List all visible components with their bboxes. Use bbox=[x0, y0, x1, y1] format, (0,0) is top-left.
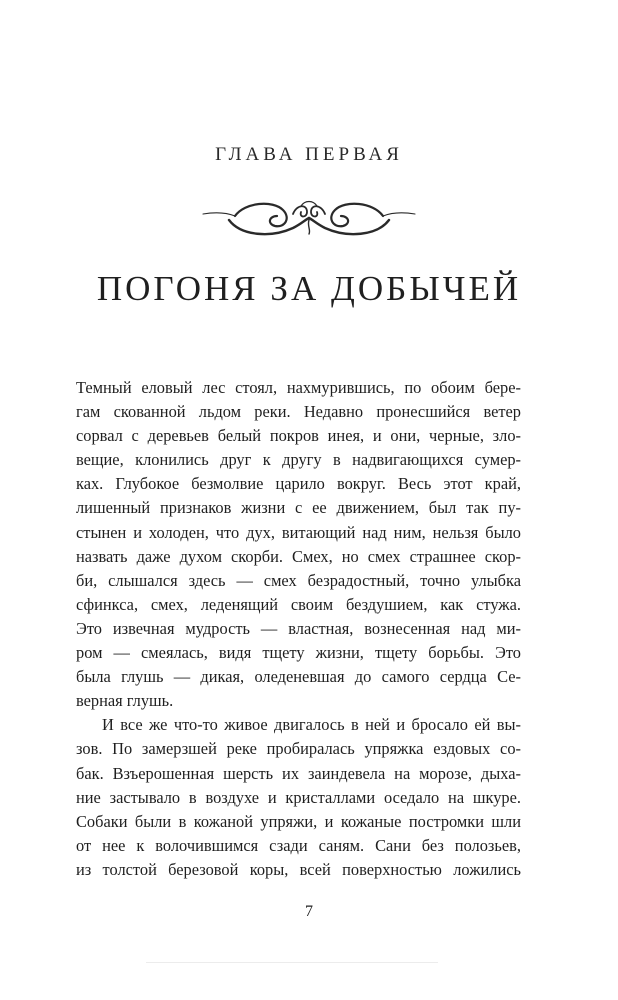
text-line: Темный еловый лес стоял, нахмурившись, по обоим бере- bbox=[76, 378, 521, 397]
text-line: Это извечная мудрость — властная, вознесенная над ми- bbox=[76, 618, 521, 638]
bottom-rule bbox=[146, 962, 438, 963]
text-line: от нее к волочившимся сзади саням. Сани без полозьев, bbox=[76, 835, 521, 855]
text-line: ние застывало в воздухе и кристаллами оседало на шкуре. bbox=[76, 787, 521, 807]
chapter-label: ГЛАВА ПЕРВАЯ bbox=[215, 144, 403, 165]
text-line: би, слышался здесь — смех безрадостный, точно улыбка bbox=[76, 570, 521, 590]
flourish-ornament-icon bbox=[201, 196, 417, 240]
text-line: вещие, клонились друг к другу в надвигающихся сумер- bbox=[76, 450, 521, 470]
paragraph-1 bbox=[76, 376, 521, 713]
chapter-title: ПОГОНЯ ЗА ДОБЫЧЕЙ bbox=[96, 269, 522, 308]
body-text bbox=[76, 376, 521, 882]
text-line: зов. По замерзшей реке пробиралась упряжка ездовых со- bbox=[76, 739, 521, 759]
paragraph-2 bbox=[76, 713, 521, 882]
text-line: гам скованной льдом реки. Недавно пронесшийся ветер bbox=[76, 402, 521, 422]
text-line: Собаки были в кожаной упряжи, и кожаные постромки шли bbox=[76, 811, 521, 831]
text-line: сорвал с деревьев белый покров инея, и они, черные, зло- bbox=[76, 426, 521, 446]
page-number: 7 bbox=[305, 903, 313, 920]
text-line: сфинкса, смех, леденящий своим бездушием, как стужа. bbox=[76, 594, 521, 614]
text-line: из толстой березовой коры, всей поверхностью ложились bbox=[76, 859, 521, 879]
text-line: бак. Взъерошенная шерсть их заиндевела на морозе, дыха- bbox=[76, 763, 521, 783]
text-line: ках. Глубокое безмолвие царило вокруг. Весь этот край, bbox=[76, 474, 521, 494]
text-line: была глушь — дикая, оледеневшая до самого сердца Се- bbox=[76, 667, 521, 687]
text-line: И все же что-то живое двигалось в ней и бросало ей вы- bbox=[102, 715, 521, 735]
text-line: лишенный признаков жизни с ее движением, был так пу- bbox=[76, 498, 521, 518]
text-line: стынен и холоден, что дух, витающий над ним, нельзя было bbox=[76, 522, 521, 542]
text-line: назвать даже духом скорби. Смех, но смех страшнее скор- bbox=[76, 546, 521, 566]
text-line: верная глушь. bbox=[76, 691, 174, 711]
text-line: ром — смеялась, видя тщету жизни, тщету борьбы. Это bbox=[76, 643, 521, 663]
